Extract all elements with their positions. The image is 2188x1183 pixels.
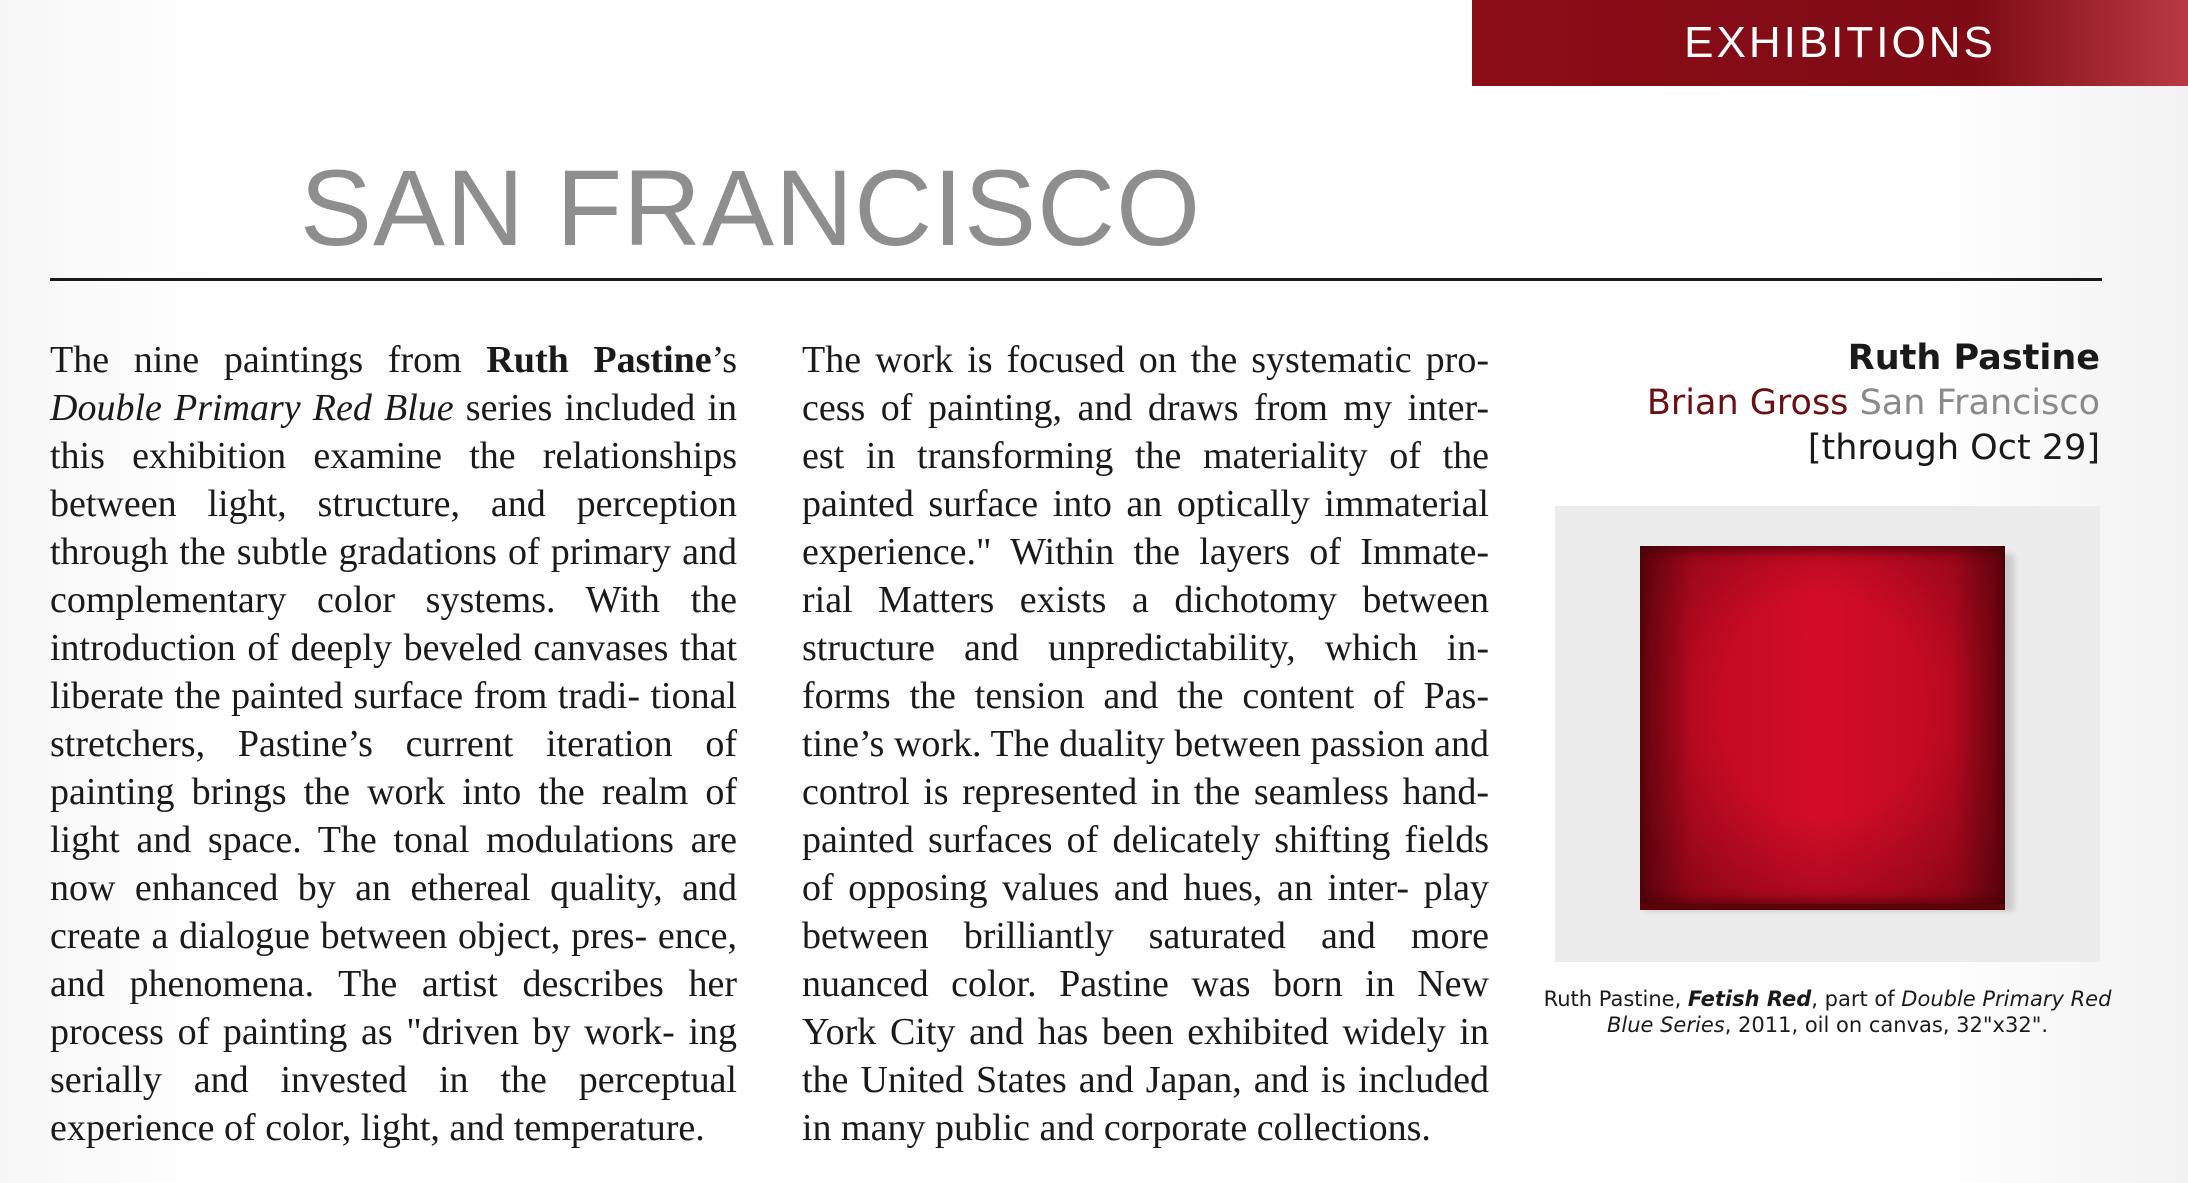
artwork-caption: Ruth Pastine, Fetish Red, part of Double Primary Red Blue Series, 2011, oil on canvas, 32"x32".: [1543, 987, 2112, 1037]
series-title: Double Primary Red Blue: [50, 387, 454, 429]
red-painting-image: [1640, 546, 2005, 904]
gallery-name: Brian Gross: [1646, 383, 1849, 423]
artwork-bevel-edge: [1640, 904, 2005, 910]
artist-name: Ruth Pastine: [486, 339, 712, 381]
artwork-series: Double Primary Red Blue Series: [1606, 987, 2112, 1037]
section-banner: [1472, 0, 2188, 86]
exhibition-dates: [through Oct 29]: [1807, 428, 2100, 468]
title-divider: [50, 278, 2102, 281]
page-title: SAN FRANCISCO: [300, 147, 1202, 268]
artwork-title: Fetish Red: [1687, 987, 1812, 1011]
section-banner-label: EXHIBITIONS: [1684, 18, 1996, 67]
article-column-2: [802, 336, 1489, 1152]
column-2-text: The work is focused on the systematic pro- cess of painting, and draws from my inter- est in transforming the materiality of the painted surface into an optically immaterial experience." Within the layers of Immate- rial Matters exists a dichotomy between structure and unpredictability, which in- forms the tension and the content of Pas- tine’s work. The duality between passion and control is represented in the seamless hand-painted surfaces of delicately shifting fields of opposing values and hues, an inter- play between brilliantly saturated and more nuanced color. Pastine was born in New York City and has been exhibited widely in the United States and Japan, and is included in many public and corporate collections.: [802, 339, 1490, 1149]
gallery-city: San Francisco: [1859, 383, 2100, 423]
article-column-1: [50, 336, 737, 1152]
exhibition-info: [1555, 336, 2100, 471]
exhibition-artist: Ruth Pastine: [1847, 338, 2100, 378]
column-1-text: The nine paintings from Ruth Pastine’s Double Primary Red Blue series included in this exhibition examine the relationships between light, structure, and perception through the subtle gradations of primary and complementary color systems. With the introduction of deeply beveled canvases that liberate the painted surface from tradi- tional stretchers, Pastine’s current iteration of painting brings the work into the realm of light and space. The tonal modulations are now enhanced by an ethereal quality, and create a dialogue between object, pres- ence, and phenomena. The artist describes her process of painting as "driven by work- ing serially and invested in the perceptual experience of color, light, and temperature.: [50, 339, 738, 1149]
exhibition-venue: [1555, 381, 2100, 426]
